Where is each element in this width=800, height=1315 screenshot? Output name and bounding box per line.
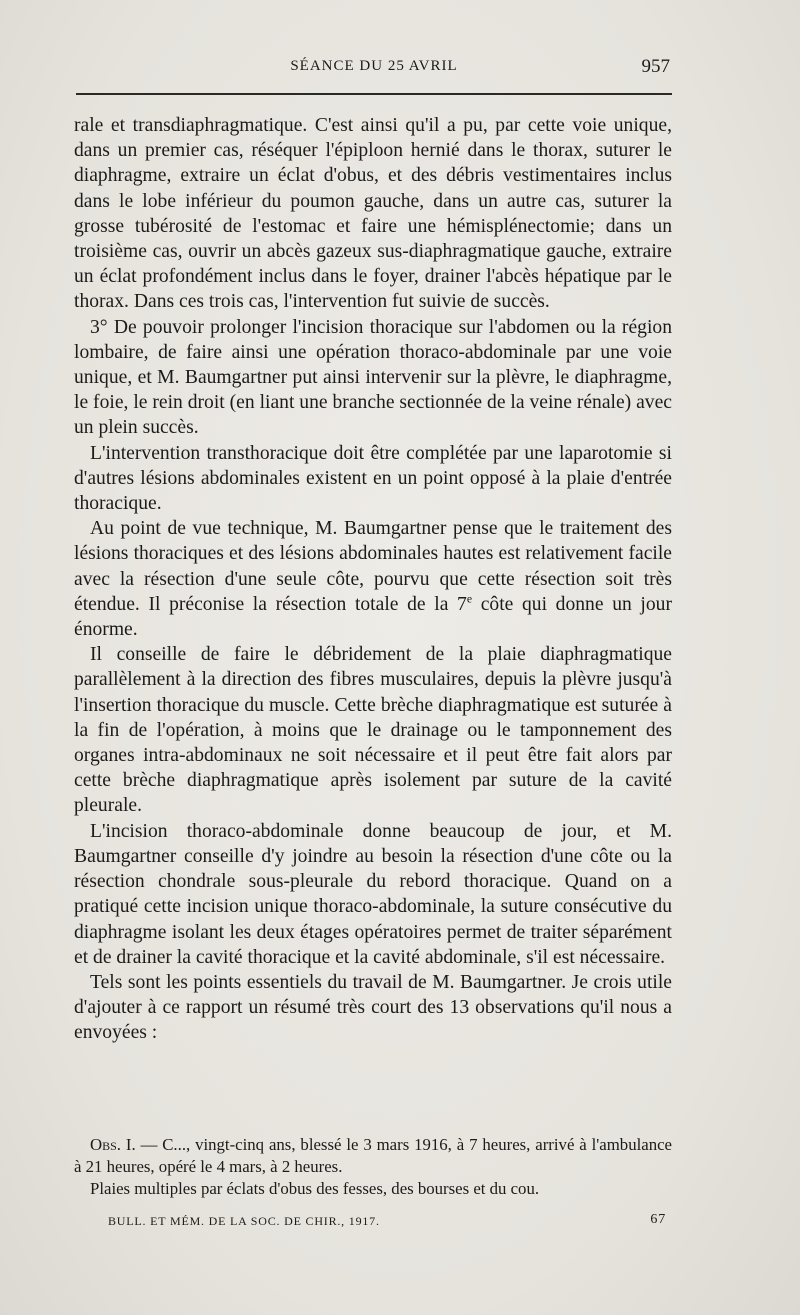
paragraph-7: Tels sont les points essentiels du travail de M. Baumgartner. Je crois utile d'ajouter à ce rapport un résumé très court des 13 observations qu'il nous a envoyées :	[74, 971, 672, 1044]
running-head: SÉANCE DU 25 AVRIL	[290, 58, 458, 74]
page-header	[76, 56, 672, 80]
paragraph-2: 3° De pouvoir prolonger l'incision thoracique sur l'abdomen ou la région lombaire, de faire ainsi une opération thoraco-abdominale par une voie unique, et M. Baumgartner put ainsi intervenir sur la plèvre, le diaphragme, le foie, le rein droit (en liant une branche sectionnée de la veine rénale) avec un plein succès.	[74, 316, 672, 439]
page-footer	[108, 1212, 668, 1232]
footer-reference: BULL. ET MÉM. DE LA SOC. DE CHIR., 1917.	[108, 1214, 380, 1228]
page-number: 957	[641, 56, 670, 77]
observation-line-1	[74, 1134, 672, 1178]
paragraph-3: L'intervention transthoracique doit être complétée par une laparotomie si d'autres lésions abdominales existent en un point opposé à la plaie d'entrée thoracique.	[74, 442, 672, 515]
ordinal-superscript: e	[466, 592, 473, 606]
signature-mark: 67	[650, 1212, 666, 1227]
observation-block	[74, 1134, 672, 1200]
observation-line-2: Plaies multiples par éclats d'obus des fesses, des bourses et du cou.	[90, 1179, 540, 1198]
paragraph-6: L'incision thoraco-abdominale donne beaucoup de jour, et M. Baumgartner conseille d'y joindre au besoin la résection d'une côte ou la résection chondrale sous-pleurale du rebord thoracique. Quand on a pratiqué cette incision unique thoraco-abdominale, la suture consécutive du diaphragme isolant les deux étages opératoires permet de traiter séparément et de drainer la cavité thoracique et la cavité abdominale, s'il est nécessaire.	[74, 820, 672, 968]
paragraph-4-text-a: Au point de vue technique, M. Baumgartner pense que le traitement des lésions thoraciques et des lésions abdominales hautes est relativement facile avec la résection d'une seule côte, pourvu que cette résection soit très étendue. Il préconise la résection totale de la 7	[74, 518, 672, 615]
body-text	[74, 113, 672, 1046]
paragraph-1: rale et transdiaphragmatique. C'est ainsi qu'il a pu, par cette voie unique, dans un premier cas, réséquer l'épiploon hernié dans le thorax, suturer le diaphragme, extraire un éclat d'obus, et des débris vestimentaires inclus dans le lobe inférieur du poumon gauche, dans un autre cas, suturer la grosse tubérosité de l'estomac et faire une hémisplénectomie; dans un troisième cas, ouvrir un abcès gazeux sus-diaphragmatique gauche, extraire un éclat profondément inclus dans le foyer, drainer l'abcès hépatique par le thorax. Dans ces trois cas, l'intervention fut suivie de succès.	[74, 115, 672, 313]
paragraph-4-text-b: côte qui donne un jour énorme.	[74, 593, 672, 641]
observation-text-1: — C..., vingt-cinq ans, blessé le 3 mars 1916, à 7 heures, arrivé à l'ambulance à 21 heures, opéré le 4 mars, à 2 heures.	[74, 1135, 672, 1176]
header-rule	[76, 93, 672, 95]
observation-label: Obs. I.	[90, 1135, 136, 1154]
paragraph-4	[74, 516, 672, 642]
paragraph-5: Il conseille de faire le débridement de la plaie diaphragmatique parallèlement à la direction des fibres musculaires, depuis la plèvre jusqu'à l'insertion thoracique du muscle. Cette brèche diaphragmatique est suturée à la fin de l'opération, à moins que le drainage ou le tamponnement des organes intra-abdominaux ne soit nécessaire et il peut être fait alors par cette brèche diaphragmatique après isolement par suture de la cavité pleurale.	[74, 644, 672, 817]
